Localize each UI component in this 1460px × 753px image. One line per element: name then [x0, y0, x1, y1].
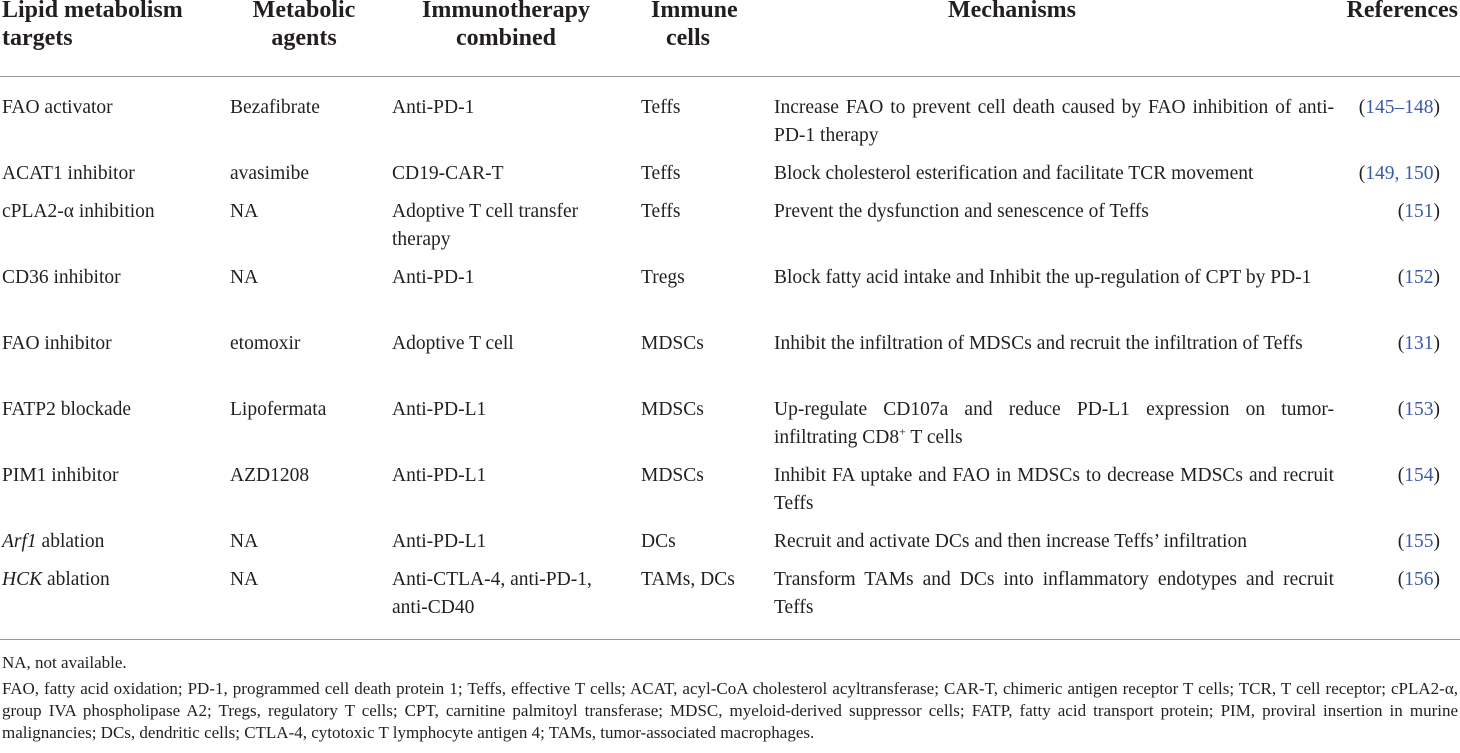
cell-reference	[1398, 330, 1440, 358]
header-immuno-line2: combined	[455, 25, 556, 51]
header-cells-line1: Immune	[651, 0, 738, 23]
cell-mechanism: Transform TAMs and DCs into inflammatory endotypes and recruit Teffs	[774, 569, 1334, 618]
cell-immuno: Adoptive T cell	[392, 333, 514, 354]
footnote-abbreviations: FAO, fatty acid oxidation; PD-1, programmed cell death protein 1; Teffs, effective T cells; ACAT, acyl-CoA cholesterol acyltransferase; CAR-T, chimeric antigen receptor T cells; TCR, T cell receptor; cPLA2-α, group IVA phospholipase A2; Tregs, regulatory T cells; CPT, carnitine palmitoyl transferase; MDSC, myeloid-derived suppressor cells; FATP, fatty acid transport protein; PIM, proviral insertion in murine malignancies; DCs, dendritic cells; CTLA-4, cytotoxic T lymphocyte antigen 4; TAMs, tumor-associated macrophages.	[2, 679, 1458, 742]
cell-agent: NA	[230, 531, 259, 552]
reference-link[interactable]: 155	[1404, 531, 1434, 552]
cell-mechanism: Block cholesterol esterification and facilitate TCR movement	[774, 163, 1254, 184]
cell-mechanism: Inhibit the infiltration of MDSCs and recruit the infiltration of Teffs	[774, 333, 1303, 354]
header-agents	[246, 0, 362, 52]
ref-open: (	[1397, 399, 1405, 420]
cell-cells: MDSCs	[641, 399, 704, 420]
cell-reference	[1359, 94, 1440, 122]
ref-open: (	[1358, 163, 1366, 184]
cell-immuno: Anti-PD-L1	[392, 465, 487, 486]
target-suffix: ablation	[36, 531, 105, 552]
target-suffix: ablation	[42, 569, 110, 590]
ref-close: )	[1433, 201, 1440, 222]
cell-immuno: CD19-CAR-T	[392, 163, 504, 184]
reference-link[interactable]: 151	[1404, 201, 1434, 222]
cell-mechanism: Inhibit FA uptake and FAO in MDSCs to decrease MDSCs and recruit Teffs	[774, 465, 1334, 514]
cell-mechanism	[774, 396, 1334, 452]
cell-immuno: Anti-PD-1	[392, 267, 475, 288]
cell-cells: MDSCs	[641, 333, 704, 354]
ref-open: (	[1397, 569, 1405, 590]
cell-target: PIM1 inhibitor	[2, 465, 119, 486]
cell-reference	[1359, 160, 1440, 188]
cell-cells: TAMs, DCs	[641, 569, 735, 590]
table-row	[0, 566, 1460, 626]
header-agents-line2: agents	[271, 25, 337, 51]
table-row	[0, 94, 1460, 160]
reference-link[interactable]: 149, 150	[1365, 163, 1434, 184]
cell-reference	[1398, 264, 1440, 292]
cell-target: ACAT1 inhibitor	[2, 163, 135, 184]
reference-link[interactable]: 152	[1404, 267, 1434, 288]
cell-cells: Tregs	[641, 267, 685, 288]
cell-cells: MDSCs	[641, 465, 704, 486]
header-immune-cells	[651, 0, 738, 52]
ref-close: )	[1433, 399, 1440, 420]
gene-name: HCK	[2, 569, 43, 590]
cell-cells: Teffs	[641, 201, 681, 222]
reference-link[interactable]: 154	[1404, 465, 1434, 486]
ref-close: )	[1433, 531, 1440, 552]
reference-link[interactable]: 145–148	[1365, 97, 1434, 118]
cell-agent: etomoxir	[230, 333, 301, 354]
table-row	[0, 198, 1460, 264]
table-row	[0, 396, 1460, 462]
table-row	[0, 160, 1460, 198]
table-row	[0, 528, 1460, 566]
ref-open: (	[1397, 201, 1405, 222]
cell-reference	[1398, 528, 1440, 556]
ref-open: (	[1397, 531, 1405, 552]
mechanism-text-tail: T cells	[905, 427, 963, 448]
header-targets-line1: Lipid metabolism	[2, 0, 183, 23]
cell-cells: Teffs	[641, 97, 681, 118]
footnote-na: NA, not available.	[2, 653, 127, 672]
cell-target	[2, 528, 217, 556]
cell-mechanism: Increase FAO to prevent cell death caused by FAO inhibition of anti-PD-1 therapy	[774, 97, 1334, 146]
cell-immuno: Anti-PD-L1	[392, 399, 487, 420]
cell-agent: avasimibe	[230, 163, 310, 184]
cell-reference	[1398, 198, 1440, 226]
ref-close: )	[1433, 97, 1440, 118]
cell-target: FAO inhibitor	[2, 333, 112, 354]
header-targets	[2, 0, 183, 52]
ref-close: )	[1433, 163, 1440, 184]
ref-open: (	[1397, 333, 1405, 354]
cell-cells: DCs	[641, 531, 676, 552]
header-immunotherapy	[386, 0, 626, 52]
header-targets-line2: targets	[2, 25, 73, 51]
cell-target	[2, 566, 217, 594]
ref-close: )	[1433, 465, 1440, 486]
cell-mechanism: Recruit and activate DCs and then increase Teffs’ infiltration	[774, 531, 1247, 552]
gene-name: Arf1	[2, 531, 37, 552]
header-mechanisms: Mechanisms	[948, 0, 1076, 23]
cell-immuno: Anti-PD-L1	[392, 531, 487, 552]
cell-agent: NA	[230, 201, 259, 222]
cell-mechanism: Block fatty acid intake and Inhibit the up-regulation of CPT by PD-1	[774, 267, 1312, 288]
cell-cells: Teffs	[641, 163, 681, 184]
cell-agent: AZD1208	[230, 465, 310, 486]
cell-reference	[1398, 566, 1440, 594]
reference-link[interactable]: 153	[1404, 399, 1434, 420]
ref-open: (	[1358, 97, 1366, 118]
cell-target: CD36 inhibitor	[2, 267, 121, 288]
cell-agent: NA	[230, 267, 259, 288]
cell-immuno: Anti-CTLA-4, anti-PD-1, anti-CD40	[392, 569, 592, 618]
reference-link[interactable]: 156	[1404, 569, 1434, 590]
header-cells-line2: cells	[666, 25, 710, 51]
header-references: References	[1346, 0, 1458, 23]
cell-target: cPLA2-α inhibition	[2, 201, 155, 222]
table-header	[0, 0, 1460, 77]
header-agents-line1: Metabolic	[252, 0, 356, 23]
ref-open: (	[1397, 267, 1405, 288]
cell-immuno: Adoptive T cell transfer therapy	[392, 201, 579, 250]
ref-open: (	[1397, 465, 1405, 486]
table-bottom-rule	[0, 639, 1460, 640]
mechanism-text: Up-regulate CD107a and reduce PD-L1 expression on tumor-infiltrating CD8	[774, 399, 1334, 448]
reference-link[interactable]: 131	[1404, 333, 1434, 354]
ref-close: )	[1433, 569, 1440, 590]
cell-agent: Lipofermata	[230, 399, 327, 420]
table-row	[0, 330, 1460, 396]
cell-immuno: Anti-PD-1	[392, 97, 475, 118]
table-row	[0, 462, 1460, 528]
header-immuno-line1: Immunotherapy	[421, 0, 590, 23]
cell-target: FATP2 blockade	[2, 399, 132, 420]
ref-close: )	[1433, 333, 1440, 354]
cell-target: FAO activator	[2, 97, 113, 118]
table-body	[0, 94, 1460, 626]
cell-reference	[1398, 462, 1440, 490]
cell-agent: Bezafibrate	[230, 97, 320, 118]
ref-close: )	[1433, 267, 1440, 288]
cell-mechanism: Prevent the dysfunction and senescence of Teffs	[774, 201, 1149, 222]
table-row	[0, 264, 1460, 330]
cell-agent: NA	[230, 569, 259, 590]
superscript-plus: +	[899, 424, 906, 439]
cell-reference	[1398, 396, 1440, 424]
